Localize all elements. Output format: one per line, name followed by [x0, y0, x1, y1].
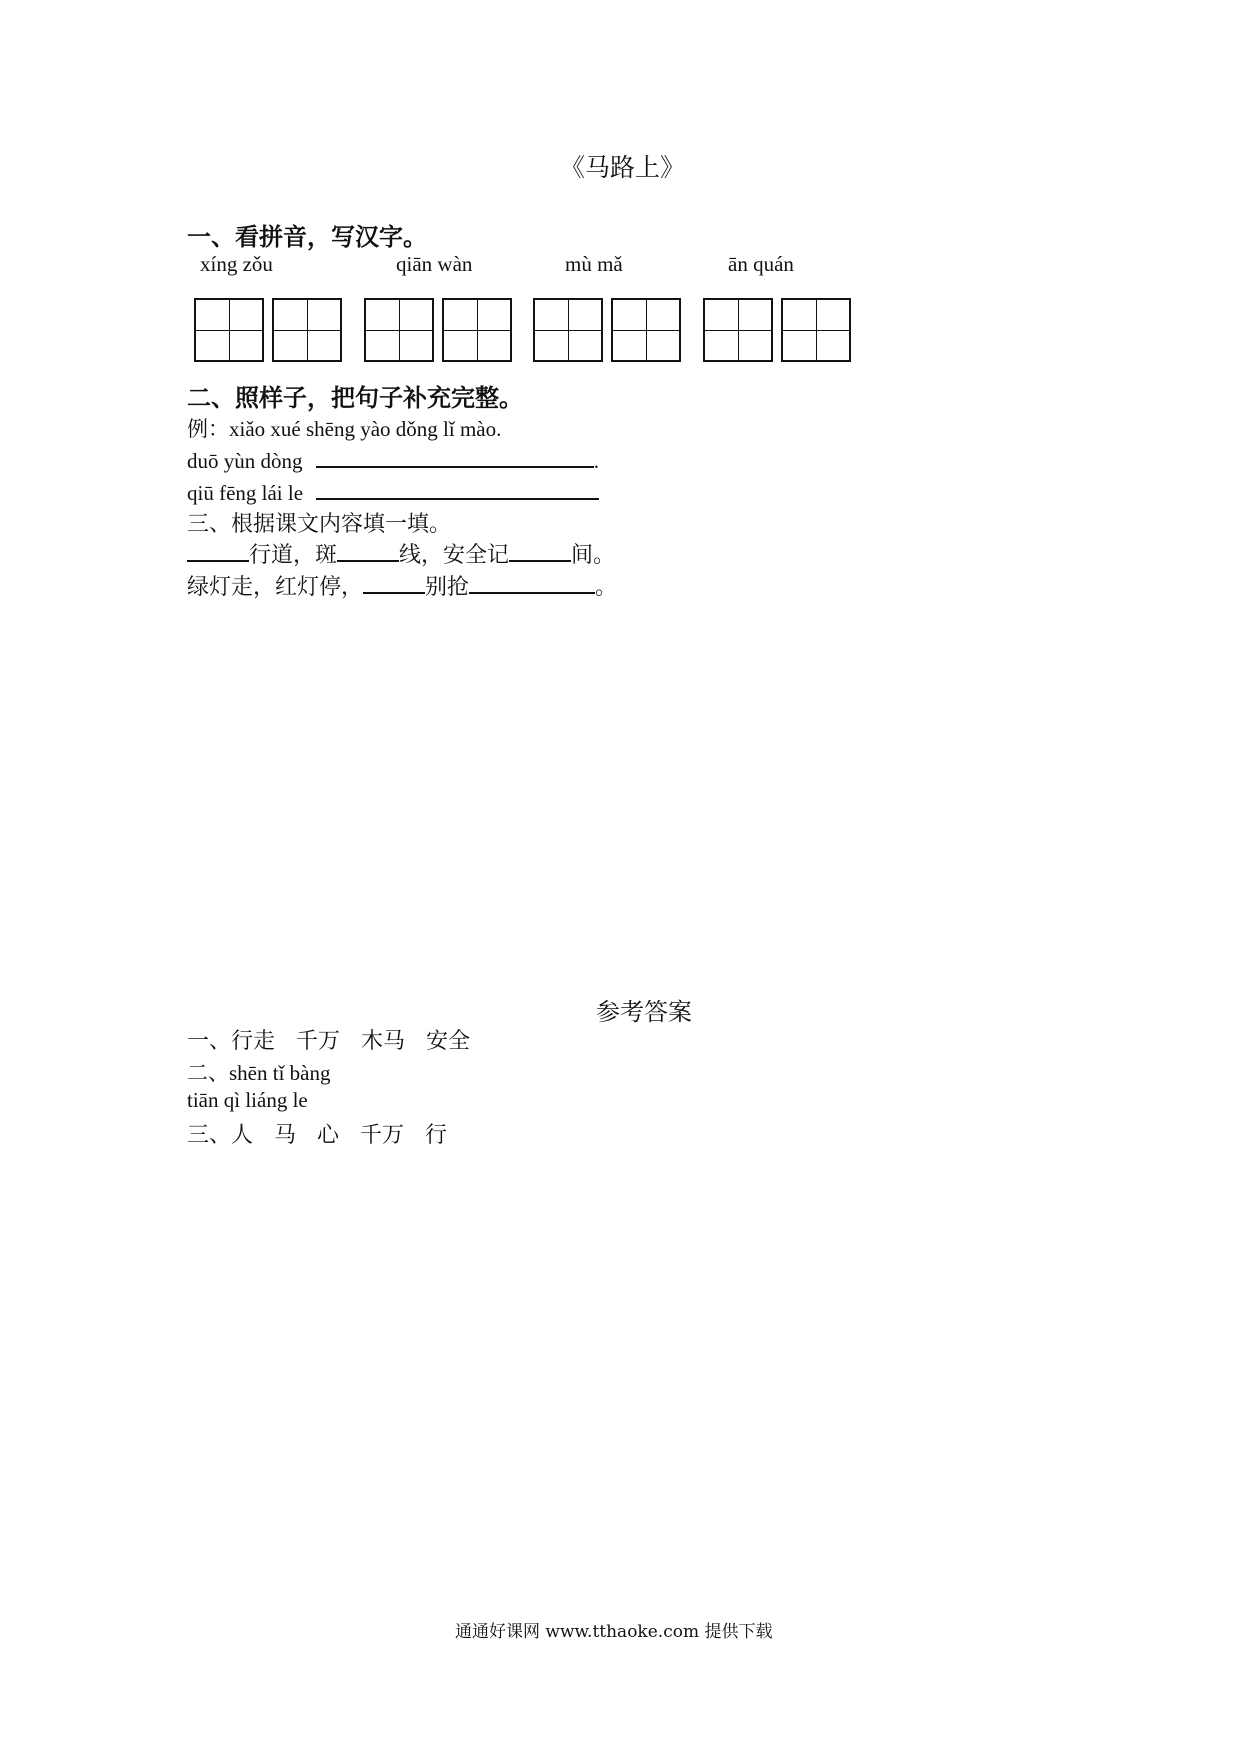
- sentence-line-1-start: duō yùn dòng: [187, 449, 303, 473]
- fill-line-2-mid: 别抢: [425, 575, 470, 600]
- fill-line-1: [187, 538, 615, 569]
- writing-box[interactable]: [194, 298, 264, 362]
- example-sentence: 例：xiǎo xué shēng yào dǒng lǐ mào.: [187, 417, 502, 441]
- writing-box[interactable]: [781, 298, 851, 362]
- writing-box[interactable]: [442, 298, 512, 362]
- writing-box-group-1: [194, 298, 342, 360]
- writing-box[interactable]: [611, 298, 681, 362]
- fill-line-2-start: 绿灯走，红灯停，: [187, 575, 364, 600]
- answer-blank[interactable]: [187, 538, 249, 562]
- sentence-line-1-end: .: [593, 449, 599, 473]
- fill-line-1-part-2: 线，安全记: [399, 543, 510, 568]
- answer-blank[interactable]: [363, 570, 425, 594]
- page-title: 《马路上》: [560, 153, 686, 182]
- answers-title: 参考答案: [596, 998, 692, 1026]
- sentence-line-2-start: qiū fēng lái le: [187, 481, 304, 505]
- section3-heading: 三、根据课文内容填一填。: [187, 512, 452, 537]
- footer-credit: 通通好课网 www.tthaoke.com 提供下载: [455, 1622, 773, 1642]
- answer-3: 三、人 马 心 千万 行: [187, 1123, 447, 1148]
- writing-box[interactable]: [364, 298, 434, 362]
- writing-box[interactable]: [533, 298, 603, 362]
- answer-blank[interactable]: [316, 444, 594, 468]
- writing-box-group-3: [533, 298, 681, 360]
- answer-blank[interactable]: [469, 570, 595, 594]
- answer-2b: tiān qì liáng le: [187, 1088, 308, 1112]
- answer-2: 二、shēn tǐ bàng: [187, 1061, 331, 1085]
- answer-blank[interactable]: [316, 476, 599, 500]
- sentence-line-1: [187, 444, 599, 474]
- fill-line-2-end: 。: [595, 575, 618, 600]
- section2-heading: 二、照样子，把句子补充完整。: [187, 383, 523, 412]
- writing-box-group-2: [364, 298, 512, 360]
- answer-blank[interactable]: [337, 538, 399, 562]
- fill-line-2: [187, 570, 617, 601]
- pinyin-2: qiān wàn: [396, 252, 473, 276]
- sentence-line-2: [187, 476, 599, 506]
- fill-line-1-part-3: 间。: [571, 543, 616, 568]
- writing-box-group-4: [703, 298, 851, 360]
- writing-box[interactable]: [272, 298, 342, 362]
- pinyin-1: xíng zǒu: [200, 252, 273, 276]
- fill-line-1-part-1: 行道，斑: [249, 543, 338, 568]
- pinyin-3: mù mǎ: [565, 252, 623, 276]
- answer-1: 一、行走 千万 木马 安全: [187, 1029, 470, 1054]
- writing-box[interactable]: [703, 298, 773, 362]
- pinyin-4: ān quán: [728, 252, 794, 276]
- answer-blank[interactable]: [509, 538, 571, 562]
- section1-heading: 一、看拼音，写汉字。: [187, 222, 427, 251]
